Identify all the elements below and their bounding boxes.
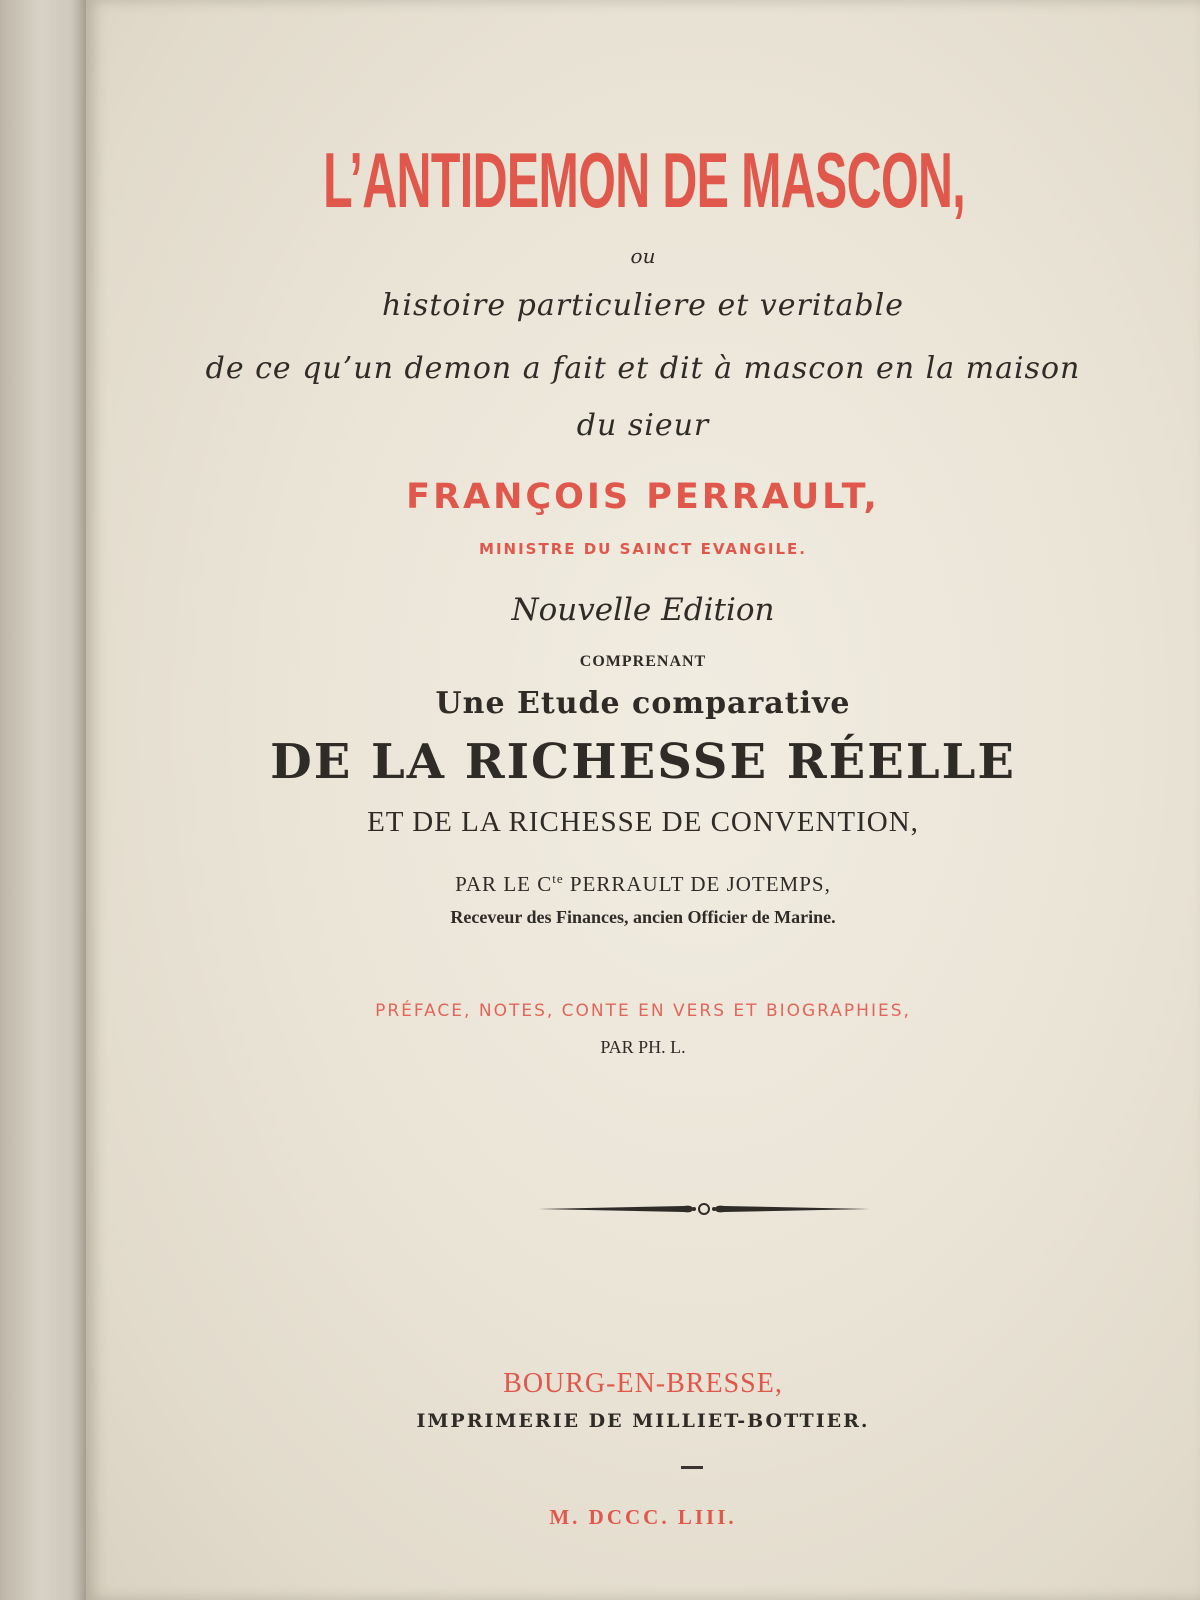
contributor-superscript: te	[552, 871, 564, 886]
study-title: DE LA RICHESSE RÉELLE	[270, 734, 1016, 790]
title-page	[86, 0, 1200, 1600]
preface-line: PRÉFACE, NOTES, CONTE EN VERS ET BIOGRAPHIES,	[375, 1001, 911, 1021]
contributor-line	[86, 865, 1200, 898]
book-title: L’ANTIDEMON DE MASCON,	[323, 136, 966, 224]
edition-label: Nouvelle Edition	[511, 592, 775, 628]
subtitle-line-1: histoire particuliere et veritable	[382, 288, 904, 323]
contributor-role: Receveur des Finances, ancien Officier de Marine.	[450, 907, 836, 927]
preface-author: PAR PH. L.	[600, 1037, 686, 1057]
author-name: FRANÇOIS PERRAULT,	[406, 477, 880, 517]
imprint-printer: IMPRIMERIE DE MILLIET-BOTTIER.	[416, 1410, 870, 1432]
imprint-date: M. DCCC. LIII.	[549, 1505, 737, 1529]
study-line: Une Etude comparative	[435, 686, 851, 721]
subtitle-line-3: du sieur	[576, 408, 710, 443]
study-subtitle: ET DE LA RICHESSE DE CONVENTION,	[367, 806, 919, 838]
author-role: MINISTRE DU SAINCT EVANGILE.	[479, 540, 807, 558]
imprint-city: BOURG-EN-BRESSE,	[503, 1368, 783, 1399]
conjunction-ou: ou	[630, 244, 656, 268]
contributor-name: PERRAULT DE JOTEMPS,	[563, 872, 831, 896]
subtitle-line-2: de ce qu’un demon a fait et dit à mascon en la maison	[205, 351, 1081, 386]
contributor-prefix: PAR LE C	[455, 872, 553, 896]
imprint-dash-divider	[681, 1466, 703, 1469]
ornament-divider	[534, 1197, 874, 1221]
comprenant-label: COMPRENANT	[579, 653, 707, 670]
